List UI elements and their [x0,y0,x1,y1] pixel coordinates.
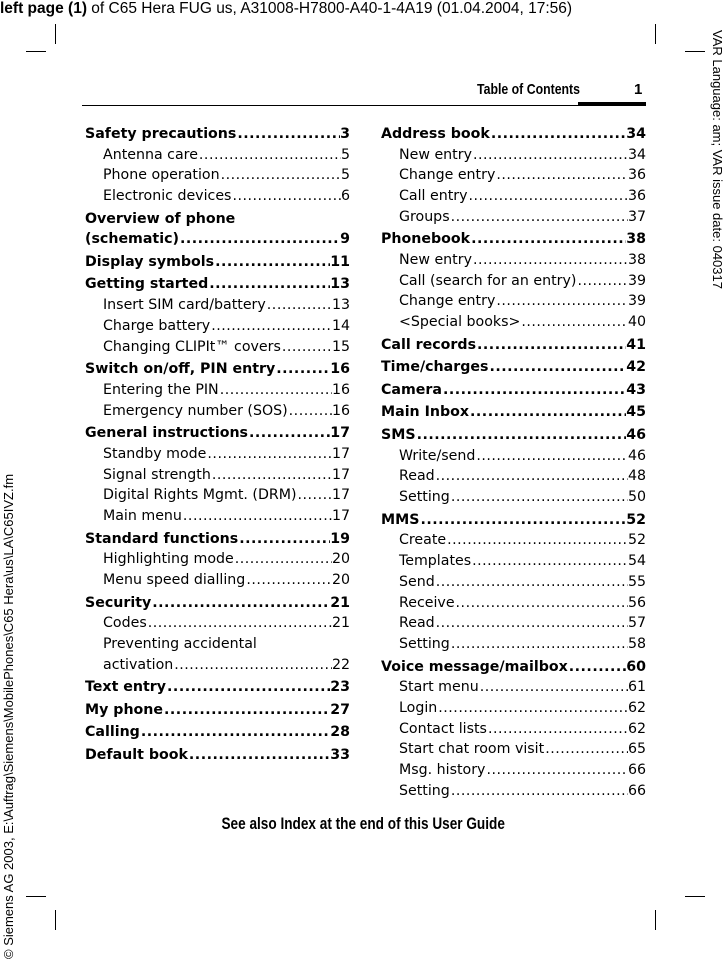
toc-entry-label: Setting [399,489,450,506]
toc-leader-dots [476,335,626,356]
toc-entry-label: Standard functions [85,530,239,547]
toc-entry-label: Call entry [399,188,468,204]
toc-entry-label: Emergency number (SOS) [103,402,288,419]
toc-leader-dots [173,655,332,676]
toc-entry-label: Write/send [399,447,476,464]
toc-entry[interactable] [85,527,350,550]
print-header-page: left page (1) [0,0,87,17]
toc-entry-label: Change entry [399,167,496,184]
toc-entry-page: 45 [626,404,646,421]
toc-leader-dots [479,677,628,698]
toc-entry-page: 39 [627,293,646,310]
toc-entry-label: Msg. history [399,762,486,779]
side-note-left [0,440,18,960]
toc-entry-label: Receive [399,594,455,611]
toc-leader-dots [442,380,626,401]
toc-entry-page: 3 [340,125,350,142]
header-rule [82,105,646,106]
toc-entry[interactable] [381,655,646,678]
toc-entry-page: 33 [330,747,350,764]
toc-leader-dots [198,145,341,166]
side-note-right [708,30,726,350]
toc-entry-label: Read [399,615,435,632]
toc-leader-dots [188,745,330,766]
toc-entry-label: Phone operation [103,167,220,184]
toc-leader-dots [219,380,332,401]
toc-entry[interactable] [381,446,646,467]
toc-entry-label: Calling [85,724,140,741]
toc-entry-page: 62 [627,700,646,716]
toc-leader-dots [472,145,628,166]
toc-entry[interactable] [381,207,646,228]
toc-entry[interactable] [85,207,350,230]
toc-entry[interactable] [85,337,350,358]
toc-leader-dots [446,530,628,551]
toc-entry-page: 40 [627,314,646,331]
toc-entry-page: 55 [627,573,646,590]
side-note-right-text: VAR Language: am; VAR issue date: 040317 [710,30,725,289]
toc-entry[interactable] [85,698,350,721]
toc-entry-label: New entry [399,146,472,163]
index-note: See also Index at the end of this User Guide [221,814,505,833]
toc-entry[interactable] [85,634,350,655]
toc-entry[interactable] [85,122,350,145]
toc-entry-page: 28 [330,724,350,741]
toc-entry[interactable] [381,634,646,655]
toc-entry-label: Switch on/off, PIN entry [85,361,276,378]
toc-entry[interactable] [85,401,350,422]
toc-entry-page: 60 [626,658,646,675]
toc-entry-label: Read [399,468,435,485]
toc-entry-label: Start chat room visit [399,741,545,758]
toc-entry[interactable] [381,572,646,593]
toc-leader-dots [147,613,332,634]
toc-leader-dots [297,485,332,506]
toc-entry-label: My phone [85,701,164,718]
toc-leader-dots [544,739,628,760]
toc-entry[interactable] [85,421,350,444]
toc-entry[interactable] [381,466,646,487]
toc-entry-label: Time/charges [381,359,489,376]
toc-leader-dots [234,549,332,570]
toc-entry[interactable] [381,165,646,186]
toc-leader-dots [435,572,628,593]
toc-leader-dots [495,291,628,312]
toc-leader-dots [236,124,340,145]
toc-entry-label: Login [399,700,438,716]
toc-entry[interactable] [381,291,646,312]
toc-entry-page: 16 [330,361,350,378]
toc-entry[interactable] [381,271,646,292]
toc-entry[interactable] [85,250,350,273]
toc-entry-page: 38 [626,231,646,248]
toc-entry-page: 17 [331,487,350,504]
toc-entry-page: 34 [626,125,646,142]
toc-entry-label: Setting [399,782,450,799]
toc-entry-page: 66 [627,782,646,799]
toc-leader-dots [472,250,628,271]
toc-entry-page: 43 [626,381,646,398]
toc-entry[interactable] [381,186,646,207]
crop-mark [26,896,46,897]
toc-leader-dots [435,466,628,487]
toc-entry-label: Changing CLIPIt™ covers [103,338,281,355]
toc-entry[interactable] [381,613,646,634]
toc-entry[interactable] [85,444,350,465]
toc-leader-dots [450,487,628,508]
toc-entry[interactable] [85,570,350,591]
toc-entry-page: 50 [627,489,646,506]
toc-leader-dots [568,657,626,678]
toc-entry-page: 58 [627,636,646,652]
toc-entry-page: 11 [330,253,350,270]
toc-entry-page: 21 [331,615,350,632]
toc-entry-page: 9 [340,231,350,248]
toc-entry[interactable] [85,613,350,634]
toc-leader-dots [487,719,628,740]
toc-entry-page: 17 [330,425,350,442]
toc-entry[interactable] [381,508,646,531]
toc-leader-dots [245,570,332,591]
toc-leader-dots [485,760,627,781]
toc-entry-label: Codes [103,615,147,632]
toc-entry-page: 42 [626,359,646,376]
toc-leader-dots [470,229,626,250]
toc-entry[interactable] [85,165,350,186]
toc-entry-label: Voice message/mailbox [381,658,568,675]
toc-entry[interactable] [85,485,350,506]
toc-entry-label: Send [399,573,435,590]
toc-entry-label: <Special books> [399,314,521,331]
toc-entry[interactable] [381,551,646,572]
toc-entry-label: Standby mode [103,445,207,462]
toc-leader-dots [182,506,332,527]
toc-entry-page: 20 [331,572,350,588]
toc-entry-label: General instructions [85,425,248,442]
toc-entry[interactable] [381,401,646,424]
toc-leader-dots [206,444,332,465]
toc-entry-label: Highlighting mode [103,551,234,568]
toc-entry-label: Antenna care [103,146,198,163]
toc-entry-page: 19 [330,530,350,547]
toc-leader-dots [450,634,628,655]
toc-entry[interactable] [85,549,350,570]
toc-entry[interactable] [85,591,350,614]
toc-entry[interactable] [381,227,646,250]
toc-entry[interactable] [85,721,350,744]
toc-entry[interactable] [85,506,350,527]
toc-entry-page: 36 [627,188,646,204]
toc-entry-page: 15 [331,338,350,355]
toc-entry[interactable] [381,355,646,378]
toc-entry-label: Change entry [399,293,496,310]
toc-entry-label: Entering the PIN [103,381,219,398]
toc-entry-page: 13 [330,276,350,293]
toc-leader-dots [475,446,628,467]
toc-entry-page: 61 [627,679,646,696]
toc-entry[interactable] [85,295,350,316]
toc-entry-label: Charge battery [103,317,211,334]
toc-leader-dots [179,229,340,250]
toc-entry-label: Call records [381,336,477,353]
toc-column-right [381,122,646,802]
toc-entry-label: Display symbols [85,253,215,270]
toc-entry[interactable] [381,677,646,698]
toc-entry-label: Templates [399,553,472,570]
toc-entry-label: Phonebook [381,231,471,248]
toc-entry-label: Start menu [399,679,479,696]
toc-entry-label: Main Inbox [381,404,470,421]
toc-leader-dots [220,165,341,186]
toc-leader-dots [211,465,332,486]
toc-leader-dots [281,337,332,358]
toc-entry[interactable] [85,675,350,698]
print-header-info: of C65 Hera FUG us, A31008-H7800-A40-1-4A19 (01.04.2004, 17:56) [86,0,573,17]
toc-leader-dots [248,423,330,444]
toc-entry-page: 17 [331,466,350,483]
crop-mark [655,910,656,930]
crop-mark [55,910,56,930]
toc-entry[interactable] [85,273,350,296]
toc-entry-label: Contact lists [399,720,487,737]
toc-entry-label: Safety precautions [85,125,237,142]
crop-mark [55,24,56,44]
toc-entry[interactable] [381,145,646,166]
toc-leader-dots [214,252,330,273]
toc-leader-dots [495,165,628,186]
toc-entry[interactable] [85,316,350,337]
toc-entry-label: Getting started [85,276,209,293]
toc-leader-dots [210,316,332,337]
toc-entry[interactable] [381,250,646,271]
toc-entry-label: Create [399,532,447,549]
toc-entry-page: 23 [330,679,350,696]
toc-entry[interactable] [381,781,646,802]
toc-leader-dots [231,186,341,207]
toc-entry[interactable] [85,186,350,207]
toc-entry[interactable] [85,145,350,166]
toc-entry-page: 16 [331,402,350,419]
toc-leader-dots [437,698,628,719]
toc-leader-dots [576,271,628,292]
toc-leader-dots [455,593,628,614]
toc-entry-page: 16 [331,381,350,398]
toc-entry[interactable] [381,760,646,781]
toc-entry-page: 17 [331,508,350,524]
toc-leader-dots [266,295,332,316]
toc-entry-page: 22 [331,656,350,673]
toc-entry[interactable] [85,743,350,766]
toc-entry[interactable] [381,312,646,333]
toc-entry-label: Menu speed dialling [103,572,246,588]
toc-entry-page: 27 [330,701,350,718]
toc-entry-label: Signal strength [103,466,211,483]
toc-entry-label: Groups [399,208,450,225]
toc-entry-label: Text entry [85,679,167,696]
toc-leader-dots [151,593,330,614]
toc-entry[interactable] [381,698,646,719]
toc-entry[interactable] [381,530,646,551]
toc-leader-dots [166,677,330,698]
toc-entry[interactable] [381,739,646,760]
toc-entry[interactable] [85,465,350,486]
toc-entry-page: 21 [330,594,350,611]
toc-leader-dots [468,186,628,207]
toc-leader-dots [471,551,628,572]
toc-entry-page: 14 [331,317,350,334]
toc-leader-dots [450,781,628,802]
toc-entry-page: 38 [627,252,646,268]
toc-entry-label: MMS [381,511,420,528]
toc-entry-label: Call (search for an entry) [399,272,577,289]
toc-entry-page: 48 [627,468,646,485]
toc-entry-label: Security [85,594,152,611]
toc-entry-page: 6 [340,188,350,204]
toc-entry-label: (schematic) [85,231,179,248]
toc-entry[interactable] [85,380,350,401]
print-header [0,0,572,18]
toc-entry[interactable] [85,655,350,676]
toc-entry[interactable] [381,333,646,356]
toc-entry-page: 39 [627,272,646,289]
toc-entry-page: 54 [627,553,646,570]
toc-entry[interactable] [381,487,646,508]
toc-entry[interactable] [85,357,350,380]
toc-column-left [85,122,350,766]
toc-entry-label: Insert SIM card/battery [103,297,266,314]
toc-leader-dots [238,529,330,550]
toc-entry-label: activation [103,656,174,673]
toc-entry-page: 20 [331,551,350,568]
toc-leader-dots [208,274,330,295]
toc-leader-dots [416,425,627,446]
toc-leader-dots [288,401,332,422]
toc-entry-label: Digital Rights Mgmt. (DRM) [103,487,297,504]
toc-entry-page: 13 [331,297,350,314]
toc-entry[interactable] [85,229,350,250]
toc-entry-page: 46 [626,427,646,444]
toc-entry[interactable] [381,423,646,446]
toc-entry-label: New entry [399,252,472,268]
toc-entry-page: 36 [627,167,646,184]
toc-entry-label: Address book [381,125,490,142]
toc-entry-page: 46 [627,447,646,464]
toc-entry-label: Setting [399,636,450,652]
side-note-left-text: © Siemens AG 2003, E:\Auftrag\Siemens\MobilePhones\C65 Hera\us\LA\C65IVZ.fm [1,473,16,959]
toc-entry-page: 5 [340,167,350,184]
toc-leader-dots [163,700,330,721]
toc-entry-page: 34 [627,146,646,163]
crop-mark [26,51,46,52]
toc-leader-dots [490,124,626,145]
toc-leader-dots [488,357,626,378]
toc-entry-page: 52 [626,511,646,528]
toc-entry-page: 56 [627,594,646,611]
toc-entry-label: Default book [85,747,188,764]
toc-entry-page: 41 [626,336,646,353]
toc-leader-dots [469,402,626,423]
toc-entry-page: 65 [627,741,646,758]
toc-entry-label: SMS [381,427,416,444]
toc-entry[interactable] [381,719,646,740]
toc-entry-page: 62 [627,720,646,737]
toc-leader-dots [140,722,330,743]
toc-entry[interactable] [381,378,646,401]
crop-mark [685,896,705,897]
toc-entry[interactable] [381,593,646,614]
toc-leader-dots [275,359,330,380]
toc-entry-page: 37 [627,208,646,225]
toc-entry-label: Overview of phone [85,210,236,227]
crop-mark [685,51,705,52]
page-number: 1 [634,81,643,98]
toc-entry-label: Main menu [103,508,182,524]
toc-entry-page: 52 [627,532,646,549]
toc-leader-dots [435,613,628,634]
toc-entry-label: Electronic devices [103,188,232,204]
toc-entry-page: 66 [627,762,646,779]
toc-entry[interactable] [381,122,646,145]
toc-leader-dots [450,207,628,228]
toc-entry-label: Preventing accidental [103,636,257,652]
toc-entry-label: Camera [381,381,442,398]
toc-leader-dots [520,312,628,333]
toc-entry-page: 57 [627,615,646,632]
header-rule-accent [578,102,646,105]
toc-entry-page: 17 [331,445,350,462]
crop-mark [655,24,656,44]
page-title: Table of Contents [477,81,580,98]
toc-leader-dots [419,510,626,531]
toc-entry-page: 5 [340,146,350,163]
